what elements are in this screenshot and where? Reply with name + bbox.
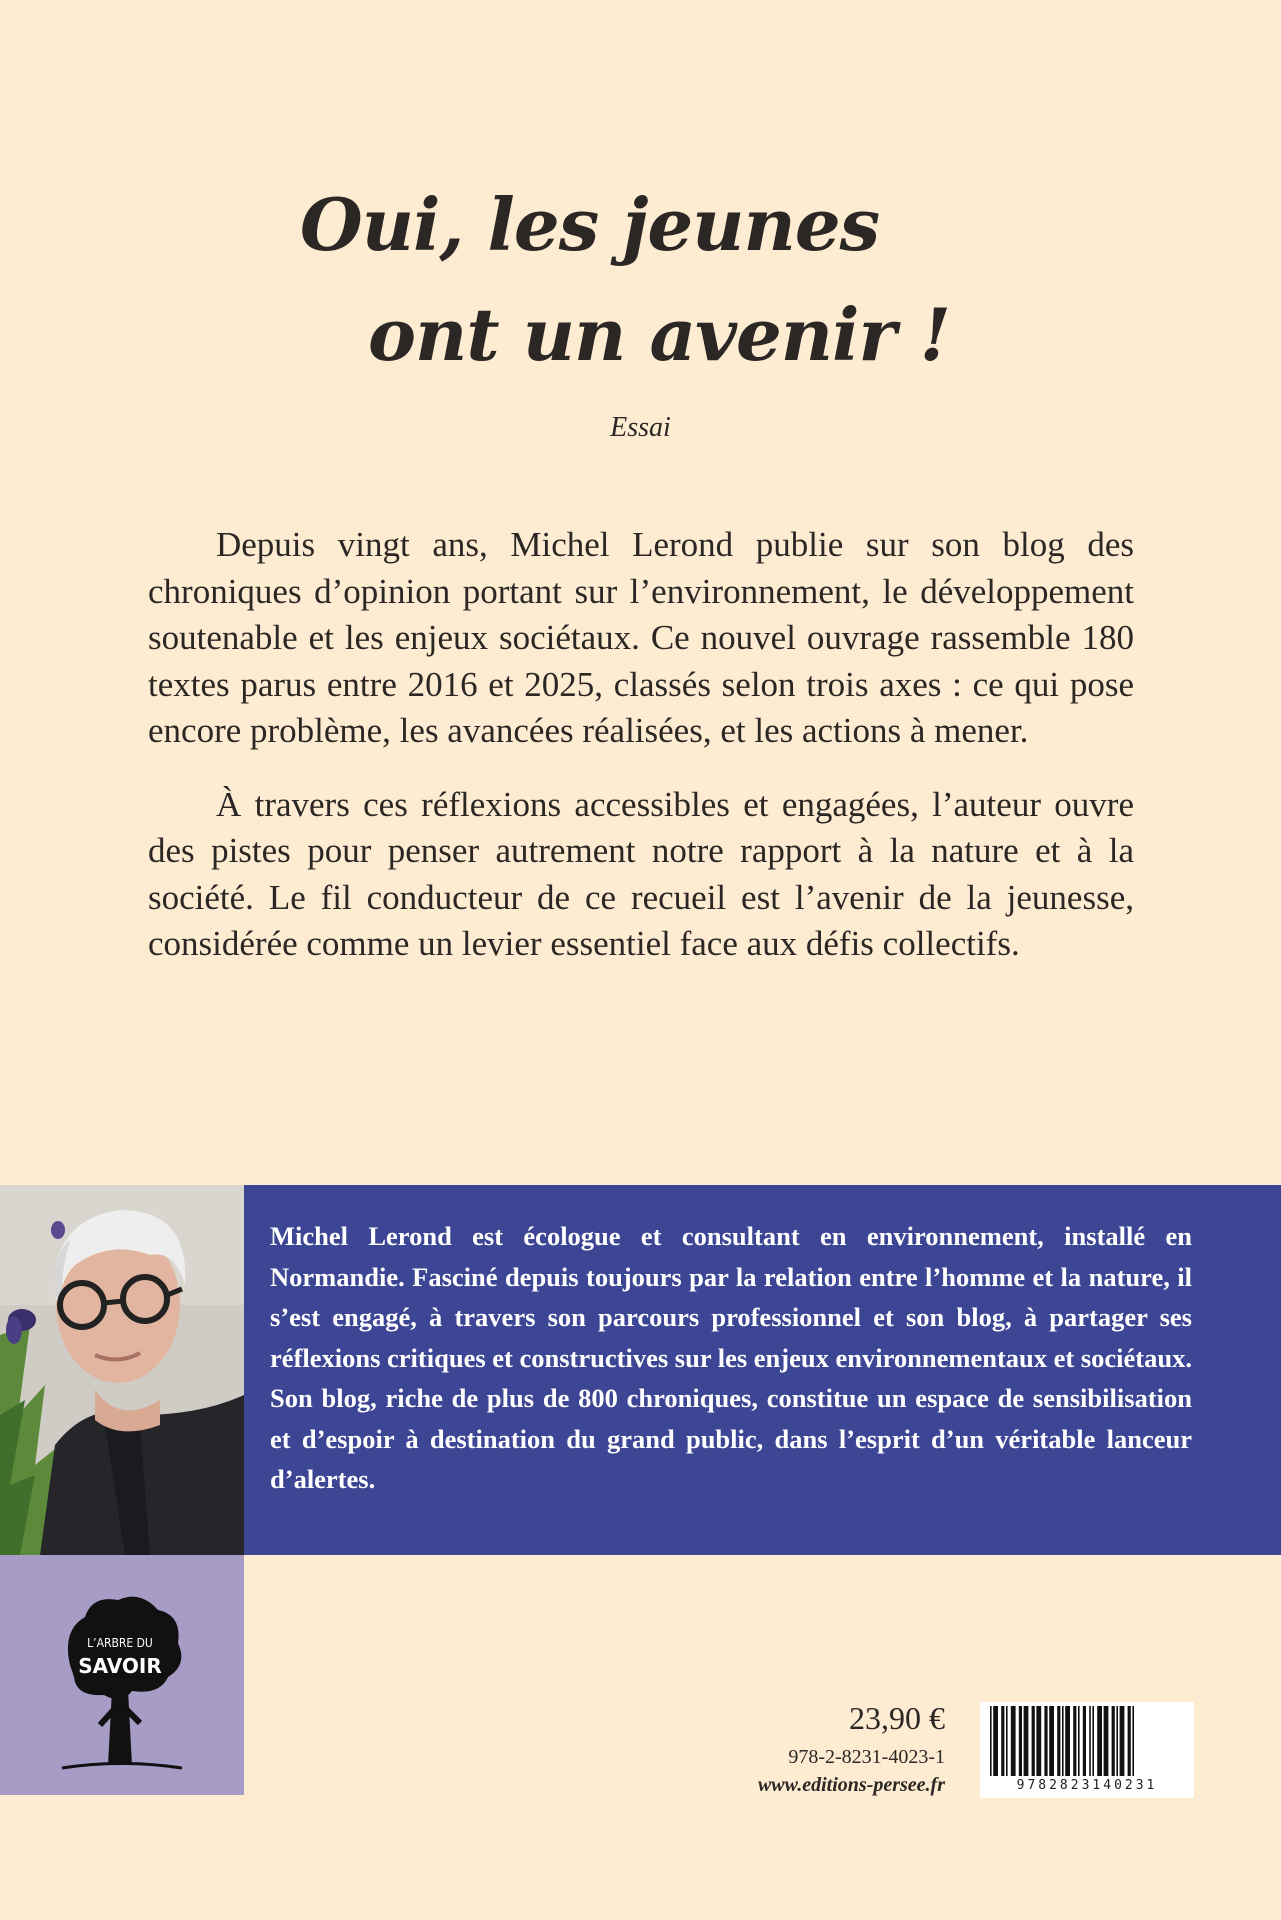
barcode-bars <box>980 1702 1194 1778</box>
barcode-bar <box>1044 1706 1047 1776</box>
barcode-bar <box>1112 1706 1115 1776</box>
barcode-bar <box>1092 1706 1094 1776</box>
barcode-bar <box>1097 1706 1102 1776</box>
publisher-logo <box>0 1555 244 1795</box>
barcode-bar <box>1083 1706 1086 1776</box>
barcode-bar <box>1006 1706 1008 1776</box>
blurb <box>148 522 1134 968</box>
barcode-bar <box>993 1706 998 1776</box>
barcode-bar <box>1078 1706 1080 1776</box>
barcode-bar <box>1128 1706 1131 1776</box>
book-title <box>300 170 1000 390</box>
barcode-bar <box>1049 1706 1054 1776</box>
blurb-paragraph-2: À travers ces réflexions accessibles et engagées, l’auteur ouvre des pistes pour penser autrement notre rapport à la nature et à la société. Le fil conducteur de ce recueil est l’avenir de la jeunesse, considérée comme un levier essentiel face aux défis collectifs. <box>148 784 1134 963</box>
barcode-bar <box>1062 1706 1064 1776</box>
barcode-bar <box>1032 1706 1035 1776</box>
author-photo <box>0 1185 244 1555</box>
barcode-bar <box>1001 1706 1004 1776</box>
logo-text-line1: L’ARBRE DU <box>87 1636 153 1650</box>
barcode-bar <box>1120 1706 1125 1776</box>
isbn: 978-2-8231-4023-1 <box>788 1746 945 1768</box>
barcode-bar <box>1132 1706 1134 1776</box>
barcode-bar <box>990 1706 992 1776</box>
barcode-bar <box>1104 1706 1109 1776</box>
barcode-bar <box>1019 1706 1022 1776</box>
price: 23,90 € <box>849 1700 945 1736</box>
genre-label: Essai <box>610 412 671 443</box>
barcode <box>980 1702 1194 1798</box>
title-line-2: ont un avenir ! <box>368 292 951 377</box>
barcode-bar <box>1065 1706 1070 1776</box>
barcode-digits: 9782823140231 <box>1016 1778 1158 1793</box>
logo-text-line2: SAVOIR <box>78 1654 162 1678</box>
barcode-bar <box>1073 1706 1076 1776</box>
barcode-bar <box>1057 1706 1060 1776</box>
barcode-bar <box>1116 1706 1118 1776</box>
author-portrait-image <box>0 1185 244 1555</box>
publisher-logo-band <box>0 1555 244 1795</box>
blurb-paragraph-1: Depuis vingt ans, Michel Lerond publie sur son blog des chroniques d’opinion portant sur l’environnement, le développement soutenable et les enjeux sociétaux. Ce nouvel ouvrage rassemble 180 textes parus entre 2016 et 2025, classés selon trois axes : ce qui pose encore problème, les avancées réalisées, et les actions à mener. <box>148 525 1134 750</box>
barcode-bar <box>1024 1706 1029 1776</box>
publisher-website: www.editions-persee.fr <box>757 1774 945 1796</box>
barcode-bar <box>1089 1706 1091 1776</box>
title-line-1: Oui, les jeunes <box>300 182 880 267</box>
barcode-bar <box>1011 1706 1016 1776</box>
barcode-bar <box>1036 1706 1041 1776</box>
author-bio: Michel Lerond est écologue et consultant en environnement, installé en Normandie. Fasciné depuis toujours par la relation entre l’homme et la nature, il s’est engagé, à travers son parcours professionnel et son blog, à partager ses réflexions critiques et constructives sur les enjeux environnementaux et sociétaux. Son blog, riche de plus de 800 chroniques, constitue un espace de sensibilisation et d’espoir à destination du grand public, dans l’esprit d’un véritable lanceur d’alertes. <box>270 1221 1192 1494</box>
